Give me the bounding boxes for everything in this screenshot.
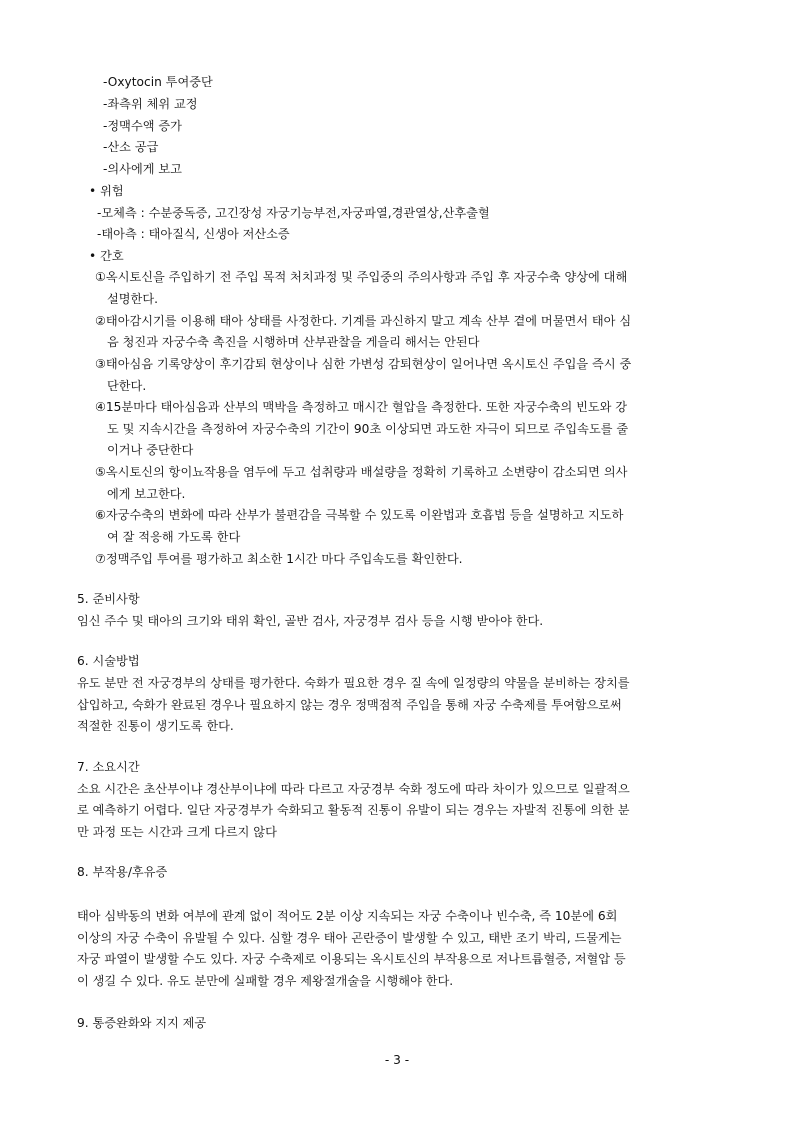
section-5-title: 5. 준비사항	[77, 592, 140, 606]
nursing-item-6-line1: ⑥자궁수축의 변화에 따라 산부가 불편감을 극복할 수 있도록 이완법과 호흡법 등을 설명하고 지도하	[95, 508, 624, 522]
nursing-item-6-line2: 여 잘 적응해 가도록 한다	[107, 530, 241, 544]
risk-heading: • 위험	[89, 184, 124, 198]
nursing-item-4-line1: ④15분마다 태아심음과 산부의 맥박을 측정하고 매시간 혈압을 측정한다. 또한 자궁수축의 빈도와 강	[95, 400, 628, 414]
section-6-line1: 유도 분만 전 자궁경부의 상태를 평가한다. 숙화가 필요한 경우 질 속에 일정량의 약물을 분비하는 장치를	[77, 676, 630, 690]
action-report-doctor: -의사에게 보고	[103, 162, 182, 176]
section-7-line3: 만 과정 또는 시간과 크게 다르지 않다	[77, 825, 277, 839]
section-6-line2: 삽입하고, 숙화가 완료된 경우나 필요하지 않는 경우 정맥점적 주입을 통해 자궁 수축제를 투여함으로써	[77, 698, 622, 712]
action-left-lateral-position: -좌측위 체위 교정	[103, 97, 198, 111]
action-stop-oxytocin: -Oxytocin 투여중단	[103, 75, 213, 89]
nursing-item-4-line2: 도 및 지속시간을 측정하여 자궁수축의 기간이 90초 이상되면 과도한 자극이 되므로 주입속도를 줄	[107, 422, 629, 436]
nursing-item-2-line1: ②태아감시기를 이용해 태아 상태를 사정한다. 기계를 과신하지 말고 계속 산부 곁에 머물면서 태아 심	[95, 314, 632, 328]
action-oxygen: -산소 공급	[103, 140, 159, 154]
section-7-line2: 로 예측하기 어렵다. 일단 자궁경부가 숙화되고 활동적 진통이 유발이 되는 경우는 자발적 진통에 의한 분	[77, 803, 630, 817]
section-9-title: 9. 통증완화와 지지 제공	[77, 1016, 207, 1030]
nursing-item-1-line1: ①옥시토신을 주입하기 전 주입 목적 처치과정 및 주입중의 주의사항과 주입 후 자궁수축 양상에 대해	[95, 270, 628, 284]
section-8-line4: 이 생길 수 있다. 유도 분만에 실패할 경우 제왕절개술을 시행해야 한다.	[77, 974, 454, 988]
nursing-item-5-line1: ⑤옥시토신의 항이뇨작용을 염두에 두고 섭취량과 배설량을 정확히 기록하고 소변량이 감소되면 의사	[95, 465, 628, 479]
risk-maternal: -모체측 : 수분중독증, 고긴장성 자궁기능부전,자궁파열,경관열상,산후출혈	[97, 206, 490, 220]
page-number: - 3 -	[384, 1053, 410, 1067]
section-8-title: 8. 부작용/후유증	[77, 865, 168, 879]
section-8-line3: 자궁 파열이 발생할 수도 있다. 자궁 수축제로 이용되는 옥시토신의 부작용으로 저나트륨혈증, 저혈압 등	[77, 952, 626, 966]
section-6-title: 6. 시술방법	[77, 654, 140, 668]
section-8-line1: 태아 심박동의 변화 여부에 관계 없이 적어도 2분 이상 지속되는 자궁 수축이나 빈수축, 즉 10분에 6회	[77, 909, 618, 923]
section-8-line2: 이상의 자궁 수축이 유발될 수 있다. 심할 경우 태아 곤란증이 발생할 수 있고, 태반 조기 박리, 드물게는	[77, 931, 622, 945]
section-5-body: 임신 주수 및 태아의 크기와 태위 확인, 골반 검사, 자궁경부 검사 등을 시행 받아야 한다.	[77, 614, 544, 628]
section-7-line1: 소요 시간은 초산부이냐 경산부이냐에 따라 다르고 자궁경부 숙화 정도에 따라 차이가 있으므로 일괄적으	[77, 782, 630, 796]
nursing-item-3-line1: ③태아심음 기록양상이 후기감퇴 현상이나 심한 가변성 감퇴현상이 일어나면 옥시토신 주입을 즉시 중	[95, 357, 632, 371]
nursing-heading: • 간호	[89, 249, 124, 263]
nursing-item-7-line1: ⑦정맥주입 투여를 평가하고 최소한 1시간 마다 주입속도를 확인한다.	[95, 552, 463, 566]
nursing-item-1-line2: 설명한다.	[107, 292, 158, 306]
section-6-line3: 적절한 진통이 생기도록 한다.	[77, 719, 234, 733]
nursing-item-2-line2: 음 청진과 자궁수축 촉진을 시행하며 산부관찰을 게을리 해서는 안된다	[107, 335, 480, 349]
risk-fetal: -태아측 : 태아질식, 신생아 저산소증	[97, 227, 290, 241]
nursing-item-5-line2: 에게 보고한다.	[107, 487, 186, 501]
nursing-item-3-line2: 단한다.	[107, 379, 147, 393]
nursing-item-4-line3: 이거나 중단한다	[107, 443, 194, 457]
action-increase-iv-fluids: -정맥수액 증가	[103, 119, 182, 133]
section-7-title: 7. 소요시간	[77, 760, 140, 774]
